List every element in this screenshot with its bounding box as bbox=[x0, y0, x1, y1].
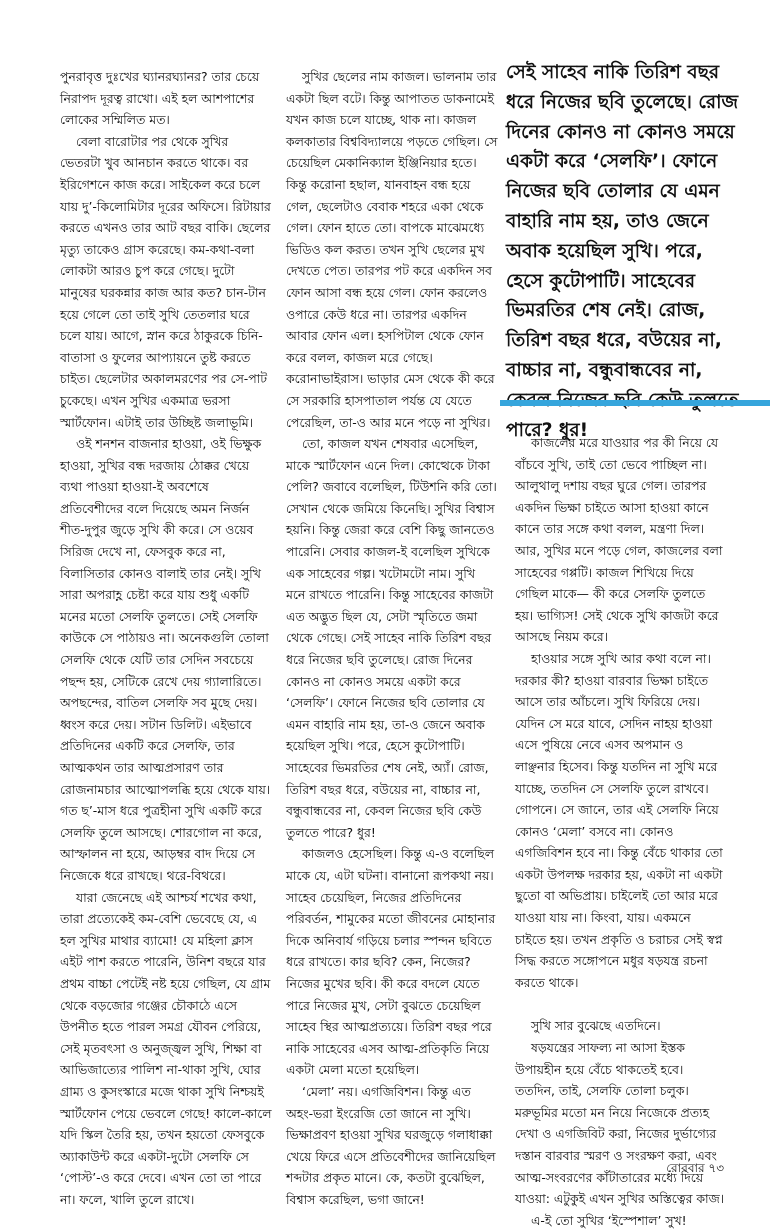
paragraph: ষড়যন্ত্রের সাফল্য না আসা ইস্তক উপায়হীন হয়ে বেঁচে থাকতেই হবে। ততদিন, তাই, সেলফি তোলা চলুক। মরুভূমির মতো মন নিয়ে নিজেকে প্রত্যহ দেখা ও এগজিবিট করা, নিজের দুর্ভাগ্যের দস্তান বারবার স্মরণ ও সংরক্ষণ করা, এবং আত্ম-সংবরণের কাঁটাতারের মধ্যে দিয়ে যাওয়া: এটুকুই এখন সুখির অস্তিত্বের কাজ। bbox=[515, 1040, 725, 1207]
accent-rule bbox=[500, 400, 770, 406]
paragraph: এ-ই তো সুখির ‘ইস্পেশাল’ সুখ! bbox=[531, 1212, 687, 1228]
paragraph: কাজলের মরে যাওয়ার পর কী নিয়ে যে বাঁচবে সুখি, তাই তো ভেবে পাচ্ছিল না। আলুথালু দশায় বছর ঘুরে গেল। তারপর একদিন ভিক্ষা চাইতে আসা হাওয়া কানে কানে তার সঙ্গে কথা বলল, মন্ত্রণা দিল। আর, সুখির মনে পড়ে গেল, কাজলের বলা সাহেবের গপ্পটি। কাজল শিখিয়ে দিয়ে গেছিল মাকে— কী করে সেলফি তুলতে হয়। ভাগ্যিস! সেই থেকে সুখি কাজটা করে আসছে নিয়ম করে। bbox=[515, 435, 723, 645]
paragraph: বেলা বারোটার পর থেকে সুখির ভেতরটা খুব আনচান করতে থাকে। বর ইরিগেশনে কাজ করে। সাইকেল করে চলে যায় দু’-কিলোমিটার দূরের অফিসে। রিটায়ার করতে এখনও তার আট বছর বাকি। ছেলের মৃত্যু তাকেও গ্রাস করেছে। কম-কথা-বলা লোকটা আরও চুপ করে গেছে। দুটো মানুষের ঘরকন্নার কাজ আর কত? চান-টান হয়ে গেলে তো তাই সুখি তেতলার ঘরে চলে যায়। আগে, স্নান করে ঠাকুরকে চিনি-বাতাসা ও ফুলের আপ্যায়নে তুষ্ট করতে চাইত। ছেলেটার অকালমরণের পর সে-পাট চুকেছে। এখন সুখির একমাত্র ভরসা স্মার্টফোন। এটাই তার উচ্ছিষ্ট জলাভূমি। bbox=[60, 133, 271, 430]
page-footer: রোববার ৭৩ bbox=[666, 1161, 724, 1175]
paragraph: ‘মেলা’ নয়। এগজিবিশন। কিন্তু এত অহং-ভরা ইংরেজি তো জানে না সুখি। ভিক্ষাপ্রবণ হাওয়া সুখির ঘরজুড়ে গলাধাক্কা খেয়ে ফিরে এসে প্রতিবেশীদের জানিয়েছিল শব্দটার প্রকৃত মানে। কে, কতটা বুঝেছিল, বিশ্বাস করেছিল, ভগা জানে! bbox=[286, 1083, 496, 1207]
paragraph: সুখি সার বুঝেছে এতদিনে। bbox=[531, 1018, 661, 1034]
section-gap bbox=[515, 993, 725, 1015]
article-column-1 bbox=[60, 66, 272, 1210]
pull-quote: সেই সাহেব নাকি তিরিশ বছর ধরে নিজের ছবি তুলেছে। রোজ দিনের কোনও না কোনও সময়ে একটা করে ‘সেলফি’। ফোনে নিজের ছবি তোলার যে এমন বাহারি নাম হয়, তাও জেনে অবাক হয়েছিল সুখি। পরে, হেসে কুটোপাটি। সাহেবের ভিমরতির শেষ নেই। রোজ, তিরিশ বছর ধরে, বউয়ের না, বাচ্চার না, বন্ধুবান্ধবের না, পারে? ধুর! bbox=[506, 62, 739, 441]
paragraph: পুনরাবৃত্ত দুঃখের ঘ্যানরঘ্যানর? তার চেয়ে নিরাপদ দূরত্ব রাখো। এই হল আশপাশের লোকের সম্মিলিত মত। bbox=[60, 69, 260, 128]
paragraph: তো, কাজল যখন শেষবার এসেছিল, মাকে স্মার্টফোন এনে দিল। কোত্থেকে টাকা পেলি? জবাবে বলেছিল, টিউশনি করি তো। সেখান থেকে জমিয়ে কিনেছি। সুখির বিশ্বাস হয়নি। কিন্তু জেরা করে বেশি কিছু জানতেও পারেনি। সেবার কাজল-ই বলেছিল সুখিকে এক সাহেবের গল্প। খটোমটো নাম। সুখি মনে রাখতে পারেনি। কিন্তু সাহেবের কাজটা এত অদ্ভুত ছিল যে, সেটা স্মৃতিতে জমা থেকে গেছে। সেই সাহেব নাকি তিরিশ বছর ধরে নিজের ছবি তুলেছে। রোজ দিনের কোনও না কোনও সময়ে একটা করে ‘সেলফি’। ফোনে নিজের ছবি তোলার যে এমন বাহারি নাম হয়, তা-ও জেনে অবাক হয়েছিল সুখি। পরে, হেসে কুটোপাটি। সাহেবের ভিমরতির শেষ নেই, অ্যাঁ। রোজ, তিরিশ বছর ধরে, বউয়ের না, বাচ্চার না, বন্ধুবান্ধবের না, কেবল নিজের ছবি কেউ তুলতে পারে? ধুর! bbox=[286, 436, 497, 840]
paragraph: কাজলও হেসেছিল। কিন্তু এ-ও বলেছিল মাকে যে, এটা ঘটনা। বানানো রূপকথা নয়। সাহেব চেয়েছিল, নিজের প্রতিদিনের পরিবর্তন, শামুকের মতো জীবনের মোহানার দিকে অনিবার্য গড়িয়ে চলার স্পন্দন ছবিতে ধরে রাখতে। কার ছবি? কেন, নিজের? নিজের মুখের ছবি। কী করে বদলে যেতে পারে নিজের মুখ, সেটা বুঝতে চেয়েছিল সাহেব স্থির আত্মপ্রত্যয়ে। তিরিশ বছর পরে নাকি সাহেবের এসব আত্ম-প্রতিকৃতি নিয়ে একটা মেলা মতো হয়েছিল। bbox=[286, 846, 496, 1078]
paragraph: সুখির ছেলের নাম কাজল। ভালনাম তার একটা ছিল বটে। কিন্তু আপাতত ডাকনামেই যখন কাজ চলে যাচ্ছে, থাক না। কাজল কলকাতার বিশ্ববিদ্যালয়ে পড়তে গেছিল। সে চেয়েছিল মেকানিক্যাল ইঞ্জিনিয়ার হতে। কিন্তু করোনা হছাল, যানবাহন বন্ধ হয়ে গেল, ছেলেটাও বেবাক শহরে একা থেকে গেল। ফোন হাতে তো। বাপকে মাঝেমধ্যে ভিডিও কল করত। তখন সুখি ছেলের মুখ দেখতে পেত। তারপর পট করে একদিন সব ফোন আসা বন্ধ হয়ে গেল। ফোন করলেও ওপারে কেউ ধরে না। তারপর একদিন আবার ফোন এল। হসপিটাল থেকে ফোন করে বলল, কাজল মরে গেছে। করোনাভাইরাস। ভাড়ার মেস থেকে কী করে সে সরকারি হাসপাতাল পর্যন্ত যে যেতে পেরেছিল, তা-ও আর মনে পড়ে না সুখির। bbox=[286, 69, 498, 430]
article-column-3 bbox=[515, 432, 725, 1231]
article-column-2 bbox=[286, 66, 498, 1210]
paragraph: ওই শনশন বাজনার হাওয়া, ওই ভিক্ষুক হাওয়া, সুখির বন্ধ দরজায় ঠোক্কর খেয়ে ব্যথা পাওয়া হাওয়া-ই অবশেষে প্রতিবেশীদের বলে দিয়েছে অমন নির্জন শীত-দুপুর জুড়ে সুখি কী করে। সে ওয়েব সিরিজ দেখে না, ফেসবুক করে না, বিলাসিতার কোনও বালাই তার নেই। সুখি সারা অপরাহ্ণ চেষ্টা করে যায় শুধু একটি মনের মতো সেলফি তুলতে। সেই সেলফি কাউকে সে পাঠায়ও না। অনেকগুলি তোলা সেলফি থেকে যেটি তার সেদিন সবচেয়ে পছন্দ হয়, সেটিকে রেখে দেয় গ্যালারিতে। অপছন্দের, বাতিল সেলফি সব মুছে দেয়। ধ্বংস করে দেয়। সটান ডিলিট। এইভাবে প্রতিদিনের একটি করে সেলফি, তার আত্মকথন তার আত্মপ্রসারণ তার রোজনামচার আত্মোপলব্ধি হয়ে থেকে যায়। গত ছ’-মাস ধরে পুত্রহীনা সুখি একটি করে সেলফি তুলে আসছে। শোরগোল না করে, আস্ফালন না হয়ে, আড়ম্বর বাদ দিয়ে সে নিজেকে ধরে রাখছে। থরে-বিথরে। bbox=[60, 436, 271, 883]
paragraph: যারা জেনেছে এই আশ্চর্য শখের কথা, তারা প্রত্যেকেই কম-বেশি ভেবেছে যে, এ হল সুখির মাথার ব্যামো! যে মহিলা ক্লাস এইট পাশ করতে পারেনি, উনিশ বছরে যার প্রথম বাচ্চা পেটেই নষ্ট হয়ে গেছিল, যে গ্রাম থেকে বড়জোর গঞ্জের চৌকাঠে এসে উপনীত হতে পারল সমগ্র যৌবন পেরিয়ে, সেই মৃতবৎসা ও অনুজ্জ্বল সুখি, শিক্ষা বা আভিজাত্যের পালিশ না-থাকা সুখি, ঘোর গ্রাম্য ও কুসংস্কারে মজে থাকা সুখি নিশ্চয়ই স্মার্টফোন পেয়ে ভেবলে গেছে! কালে-কালে যদি স্কিল তৈরি হয়, তখন হয়তো ফেসবুকে অ্যাকাউন্ট করে একটা-দুটো সেলফি সে ‘পোস্ট’-ও করে দেবে। এখন তো তা পারে না। ফলে, খালি তুলে রাখে। bbox=[60, 889, 272, 1207]
paragraph: হাওয়ার সঙ্গে সুখি আর কথা বলে না। দরকার কী? হাওয়া বারবার ভিক্ষা চাইতে আসে তার আঁচলে। সুখি ফিরিয়ে দেয়। যেদিন সে মরে যাবে, সেদিন নাহয় হাওয়া এসে পুষিয়ে নেবে এসব অপমান ও লাঞ্ছনার হিসেব। কিন্তু যতদিন না সুখি মরে যাচ্ছে, ততদিন সে সেলফি তুলে রাখবে। গোপনে। সে জানে, তার এই সেলফি নিয়ে কোনও ‘মেলা’ বসবে না। কোনও এগজিবিশন হবে না। কিন্তু বেঁচে থাকার তো একটা উপলক্ষ দরকার হয়, একটা না একটা ছুতো বা অভিপ্রায়। চাইলেই তো আর মরে যাওয়া যায় না। কিংবা, যায়। একমনে চাইতে হয়। তখন প্রকৃতি ও চরাচর সেই স্বপ্ন সিদ্ধ করতে সঙ্গোপনে মধুর ষড়যন্ত্র রচনা করতে থাকে। bbox=[515, 650, 723, 990]
